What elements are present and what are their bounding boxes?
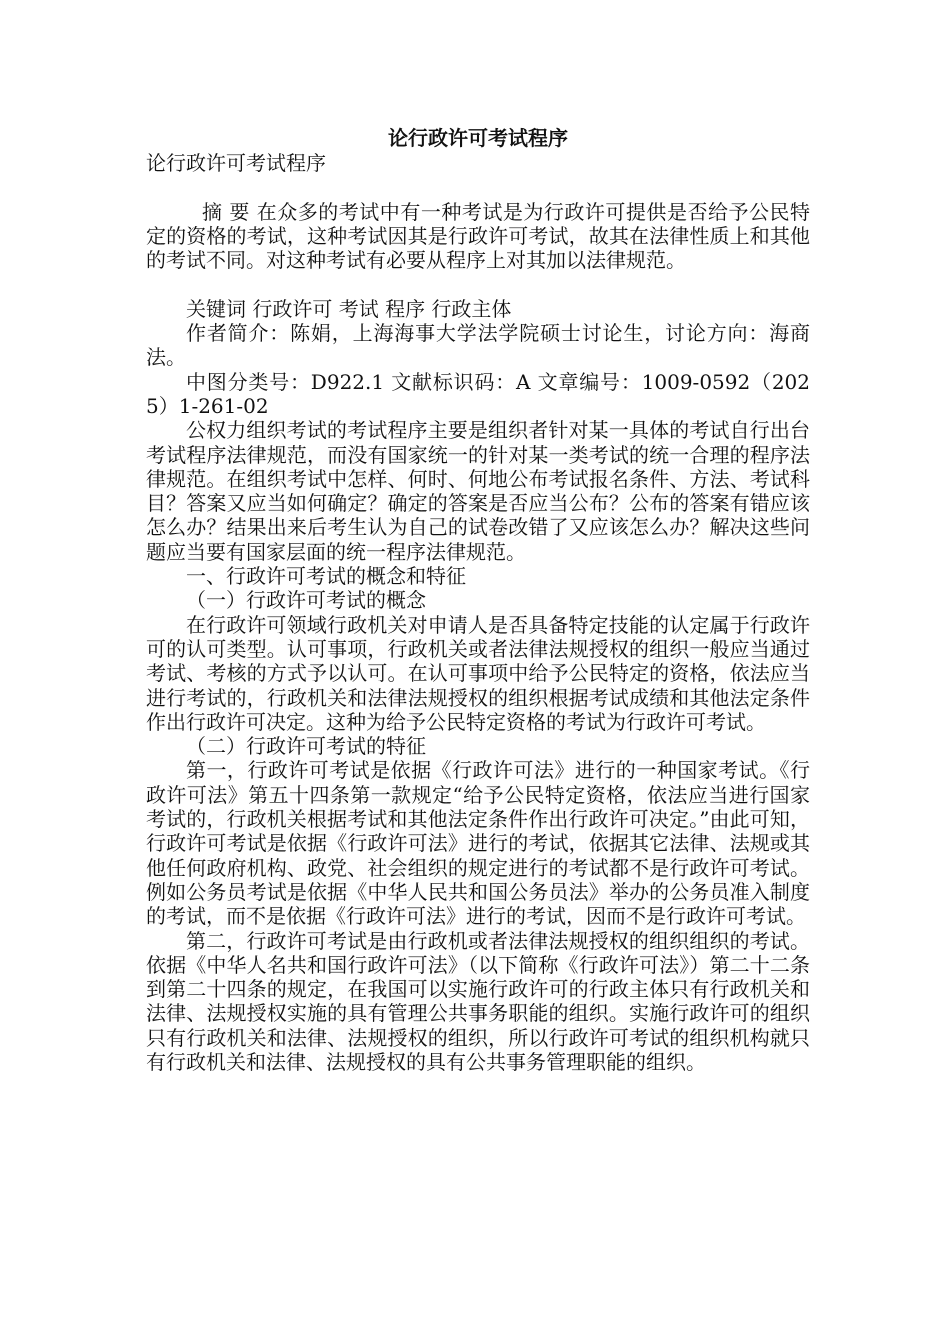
spacer <box>146 272 810 296</box>
document-title: 论行政许可考试程序 <box>388 126 568 150</box>
abstract-paragraph: 摘 要 在众多的考试中有一种考试是为行政许可提供是否给予公民特定的资格的考试，这种考试因其是行政许可考试，故其在法律性质上和其他的考试不同。对这种考试有必要从程序上对其加以法律规范。 <box>146 199 810 273</box>
point-1-paragraph: 第一，行政许可考试是依据《行政许可法》进行的一种国家考试。《行政许可法》第五十四条第一款规定“给予公民特定资格，依法应当进行国家考试的，行政机关根据考试和其他法定条件作出行政许可决定。”由此可知，行政许可考试是依据《行政许可法》进行的考试，依据其它法律、法规或其他任何政府机构、政党、社会组织的规定进行的考试都不是行政许可考试。例如公务员考试是依据《中华人民共和国公务员法》举办的公务员准入制度的考试，而不是依据《行政许可法》进行的考试，因而不是行政许可考试。 <box>146 758 810 929</box>
subsection-heading-1-1: （一）行政许可考试的概念 <box>186 588 426 613</box>
section-heading-1: 一、行政许可考试的概念和特征 <box>186 564 466 589</box>
document-body <box>146 151 810 1074</box>
spacer <box>146 175 810 199</box>
author-bio: 作者简介：陈娟，上海海事大学法学院硕士讨论生，讨论方向：海商法。 <box>146 321 810 370</box>
document-subtitle: 论行政许可考试程序 <box>146 151 326 175</box>
intro-paragraph: 公权力组织考试的考试程序主要是组织者针对某一具体的考试自行出台考试程序法律规范，而没有国家统一的针对某一类考试的统一合理的程序法律规范。在组织考试中怎样、何时、何地公布考试报名条件、方法、考试科目？答案又应当如何确定？确定的答案是否应当公布？公布的答案有错应该怎么办？结果出来后考生认为自己的试卷改错了又应该怎么办？解决这些问题应当要有国家层面的统一程序法律规范。 <box>146 418 810 564</box>
keywords-line: 关键词 行政许可 考试 程序 行政主体 <box>186 296 512 321</box>
point-2-paragraph: 第二，行政许可考试是由行政机或者法律法规授权的组织组织的考试。依据《中华人名共和国行政许可法》（以下简称《行政许可法》）第二十二条到第二十四条的规定，在我国可以实施行政许可的行政主体只有行政机关和法律、法规授权实施的具有管理公共事务职能的组织。实施行政许可的组织只有行政机关和法律、法规授权的组织，所以行政许可考试的组织机构就只有行政机关和法律、法规授权的具有公共事务管理职能的组织。 <box>146 928 810 1074</box>
classification-line: 中图分类号：D922.1 文献标识码：A 文章编号：1009-0592（2025）1-261-02 <box>146 369 810 418</box>
subsection-1-1-paragraph: 在行政许可领域行政机关对申请人是否具备特定技能的认定属于行政许可的认可类型。认可事项，行政机关或者法律法规授权的组织一般应当通过考试、考核的方式予以认可。在认可事项中给予公民特定的资格，依法应当进行考试的，行政机关和法律法规授权的组织根据考试成绩和其他法定条件作出行政许可决定。这种为给予公民特定资格的考试为行政许可考试。 <box>146 612 810 734</box>
subsection-heading-1-2: （二）行政许可考试的特征 <box>186 734 426 759</box>
